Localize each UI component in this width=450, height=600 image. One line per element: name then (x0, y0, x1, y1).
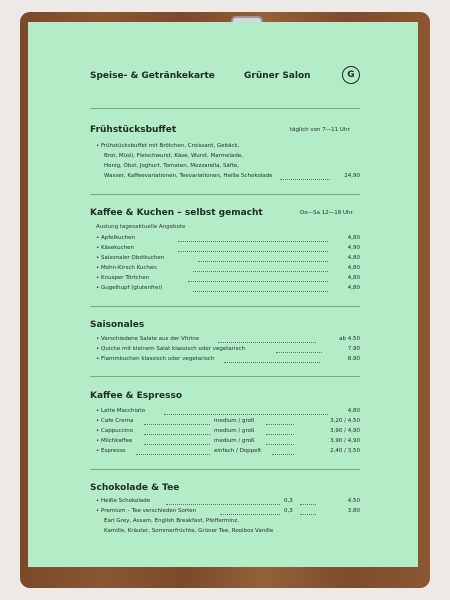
divider (90, 376, 360, 377)
leader-dots (136, 454, 210, 455)
leader-dots (272, 454, 294, 455)
leader-dots (276, 352, 322, 353)
menu-item-name: • Mohn-Kirsch Kuchen (96, 265, 157, 271)
cake-note: Auslung tagesaktuelle Angebote (96, 224, 186, 230)
menu-item-name: • Flammkuchen klassisch oder vegetarisch (96, 356, 215, 362)
divider (90, 469, 360, 470)
menu-item-price: 4,80 (347, 235, 360, 241)
menu-item-name: • Espresso (96, 448, 126, 454)
menu-item-name: • Cappuccino (96, 428, 134, 434)
menu-item-name: • Milchkaffee (96, 438, 133, 444)
menu-item-price: 4,80 (347, 255, 360, 261)
menu-card (28, 22, 418, 567)
menu-item-size: medium / groß (214, 438, 255, 444)
leader-dots (266, 444, 294, 445)
menu-item-name: • Gugelhupf (glutenfrei) (96, 285, 163, 291)
menu-item-size: 0,3 (284, 498, 293, 504)
tea-varieties-line: Earl Grey, Assam, English Breakfast, Pfefferminz, (104, 518, 239, 524)
menu-item-price: 3,80 (347, 508, 360, 514)
section-title-chocolate-tea: Schokolade & Tee (90, 483, 180, 493)
leader-dots (224, 362, 320, 363)
leader-dots (300, 514, 316, 515)
leader-dots (266, 424, 294, 425)
menu-item-price: 4,50 (347, 498, 360, 504)
leader-dots (266, 434, 294, 435)
breakfast-desc-line: • Frühstücksbuffet mit Brötchen, Croissant, Gebäck, (96, 143, 240, 149)
menu-item-size: einfach / Doppelt (214, 448, 262, 454)
menu-item-price: 3,90 / 4,90 (330, 428, 360, 434)
menu-item-price: 2,40 / 3,50 (330, 448, 360, 454)
menu-item-price: 4,80 (347, 265, 360, 271)
menu-item-price: 4,90 (347, 245, 360, 251)
menu-item-name: • Verschiedene Salate aus der Vitrine (96, 336, 200, 342)
menu-item-name: • Käsekuchen (96, 245, 135, 251)
menu-item-size: 0,3 (284, 508, 293, 514)
menu-item-name: • Quiche mit kleinem Salat klassisch oder vegetarisch (96, 346, 245, 352)
breakfast-desc-line: Honig, Obst, Joghurt, Tomaten, Mozzarella, Säfte, (104, 163, 239, 169)
section-title-espresso: Kaffee & Espresso (90, 391, 183, 401)
leader-dots (198, 261, 328, 262)
menu-item-price: 7,90 (347, 346, 360, 352)
leader-dots (144, 444, 210, 445)
section-title-seasonal: Saisonales (90, 320, 145, 330)
leader-dots (166, 504, 280, 505)
divider (90, 306, 360, 307)
menu-item-name: • Saisonaler Obstkuchen (96, 255, 165, 261)
leader-dots (300, 504, 316, 505)
divider (90, 108, 360, 109)
menu-item-price: 4,80 (347, 275, 360, 281)
menu-item-name: • Heiße Schokolade (96, 498, 151, 504)
menu-item-size: medium / groß (214, 418, 255, 424)
leader-dots (144, 434, 210, 435)
menu-item-name: • Apfelkuchen (96, 235, 135, 241)
breakfast-desc-line: Brot, Müsli, Fleischwurst, Käse, Wurst, Marmelade, (104, 153, 244, 159)
leader-dots (218, 342, 316, 343)
menu-item-price: ab 4,50 (339, 336, 360, 342)
menu-item-name: • Knusper Törtchen (96, 275, 150, 281)
leader-dots (144, 424, 210, 425)
section-title-cake: Kaffee & Kuchen – selbst gemacht (90, 208, 263, 218)
menu-item-size: medium / groß (214, 428, 255, 434)
tea-varieties-line: Kamille, Kräuter, Sommerfrüchte, Grüner Tee, Rooibos Vanille (104, 528, 274, 534)
leader-dots (188, 281, 328, 282)
menu-item-price: 3,20 / 4,50 (330, 418, 360, 424)
leader-dots (178, 251, 328, 252)
breakfast-price: 24,90 (344, 173, 360, 179)
breakfast-hours: täglich von 7—11 Uhr (290, 127, 350, 133)
leader-dots (178, 241, 328, 242)
menu-title: Speise- & Getränkekarte (90, 71, 215, 81)
leader-dots (280, 179, 330, 180)
logo-icon: G (342, 66, 360, 84)
leader-dots (193, 291, 328, 292)
menu-item-name: • Cafe Crema (96, 418, 134, 424)
leader-dots (220, 514, 280, 515)
menu-item-name: • Premium – Tee verschieden Sorten (96, 508, 197, 514)
breakfast-desc-line: Wasser, Kaffeevariationen, Teevariationen, Heiße Schokolade (104, 173, 273, 179)
divider (90, 194, 360, 195)
menu-item-price: 4,80 (347, 408, 360, 414)
leader-dots (164, 414, 328, 415)
restaurant-name: Grüner Salon (244, 71, 311, 81)
menu-item-price: 4,80 (347, 285, 360, 291)
menu-item-name: • Latte Macchiato (96, 408, 145, 414)
menu-item-price: 8,90 (347, 356, 360, 362)
leader-dots (193, 271, 328, 272)
cake-hours: Do—Sa 12—18 Uhr (300, 210, 353, 216)
menu-item-price: 3,90 / 4,90 (330, 438, 360, 444)
section-title-breakfast: Frühstücksbuffet (90, 125, 177, 135)
